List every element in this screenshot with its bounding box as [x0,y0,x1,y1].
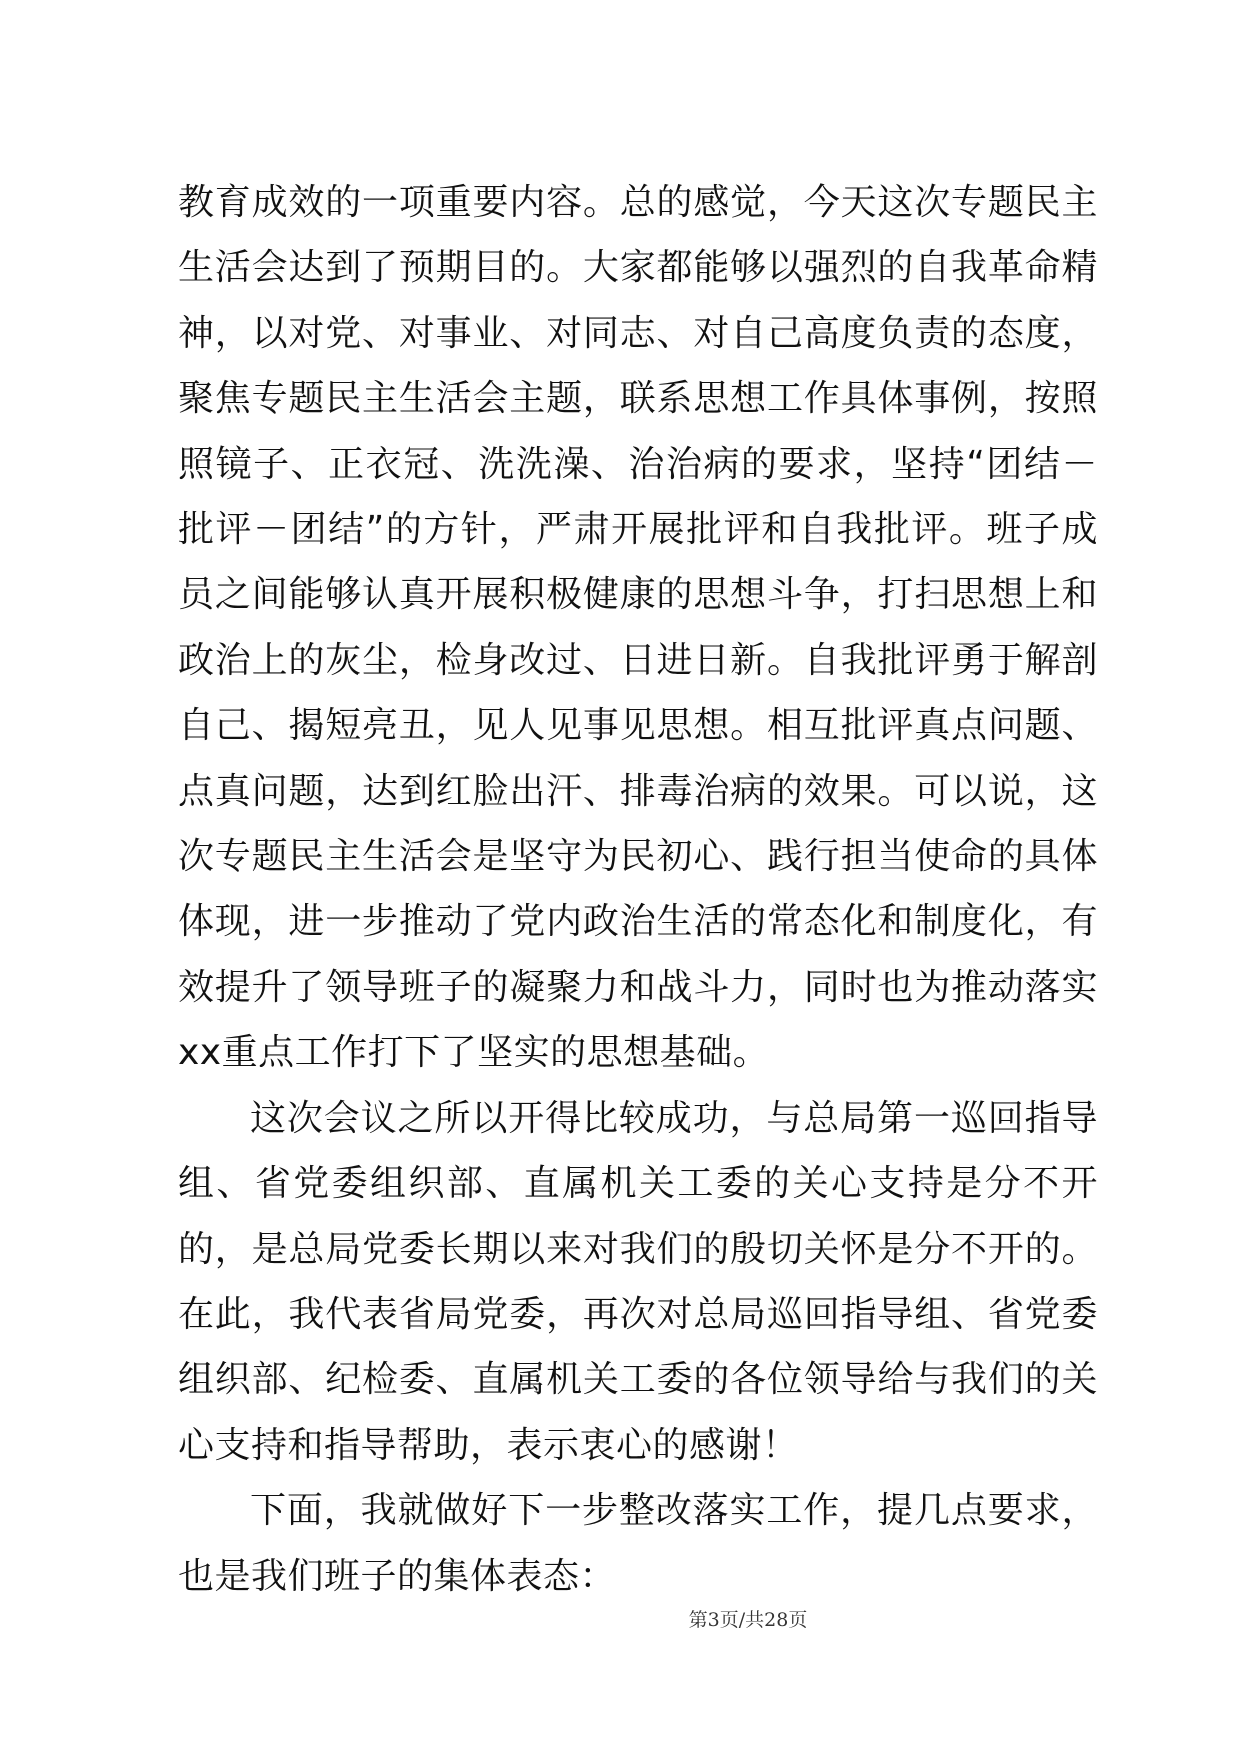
paragraph-1: 教育成效的一项重要内容。总的感觉，今天这次专题民主生活会达到了预期目的。大家都能够以强烈的自我革命精神，以对党、对事业、对同志、对自己高度负责的态度，聚焦专题民主生活会主题，联系思想工作具体事例，按照照镜子、正衣冠、洗洗澡、治治病的要求，坚持“团结－批评－团结”的方针，严肃开展批评和自我批评。班子成员之间能够认真开展积极健康的思想斗争，打扫思想上和政治上的灰尘，检身改过、日进日新。自我批评勇于解剖自己、揭短亮丑，见人见事见思想。相互批评真点问题、点真问题，达到红脸出汗、排毒治病的效果。可以说，这次专题民主生活会是坚守为民初心、践行担当使命的具体体现，进一步推动了党内政治生活的常态化和制度化，有效提升了领导班子的凝聚力和战斗力，同时也为推动落实xx重点工作打下了坚实的思想基础。 [178,182,1098,1074]
document-body [178,170,1098,1609]
paragraph-3: 下面，我就做好下一步整改落实工作，提几点要求，也是我们班子的集体表态： [178,1490,1098,1597]
page-footer [0,1605,1240,1632]
page-number: 第3页/共28页 [688,1609,808,1631]
paragraph-2: 这次会议之所以开得比较成功，与总局第一巡回指导组、省党委组织部、直属机关工委的关心支持是分不开的，是总局党委长期以来对我们的殷切关怀是分不开的。在此，我代表省局党委，再次对总局巡回指导组、省党委组织部、纪检委、直属机关工委的各位领导给与我们的关心支持和指导帮助，表示衷心的感谢！ [178,1097,1098,1466]
